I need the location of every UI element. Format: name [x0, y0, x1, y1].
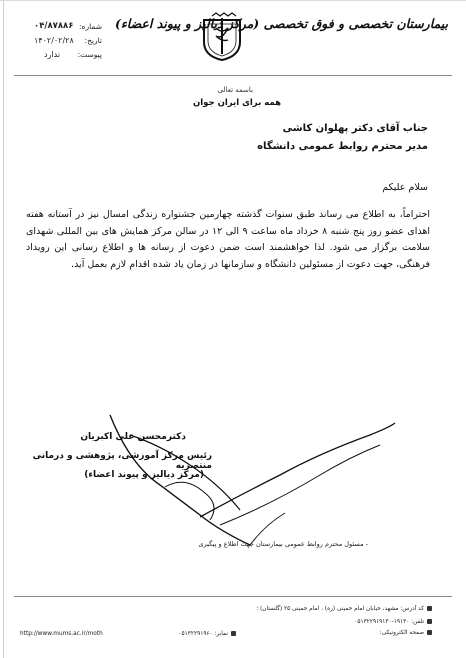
footer-email	[380, 630, 432, 636]
attachment-label: پیوست:	[77, 50, 102, 59]
footer-website[interactable]: http://www.mums.ac.ir/moth	[20, 631, 103, 637]
footer-address	[256, 606, 432, 612]
signer-name: دکترمحسن علی اکبریان	[80, 432, 186, 442]
handwritten-signature-icon	[70, 405, 400, 555]
page-border-left	[3, 0, 4, 658]
university-logo-icon	[200, 12, 244, 62]
letter-body: احتراماً، به اطلاع می رساند طبق سنوات گذشته چهارمین جشنواره زندگی امسال نیز در آستانه هفته اهدای عضو روز پنج شنبه ۸ خرداد ماه ساعت ۹ الی ۱۲ در سالن مرکز همایش های بین المللی شهدای سلامت برگزار می شود. لذا خواهشمند است ضمن دعوت از رسانه ها و اطلاع رسانی این رویداد فرهنگی، جهت دعوت از مسئولین دانشگاه و سازمانها در زمان یاد شده اقدام لازم بعمل آید.	[26, 209, 430, 270]
addressee-name: جناب آقای دکتر پهلوان کاشی	[282, 123, 428, 134]
footer-address-text: کد آدرس: مشهد، خیابان امام خمینی (ره) ، امام خمینی ۲۵ (گلستان) ؛	[256, 606, 424, 612]
footer-fax	[178, 631, 236, 637]
greeting: سلام علیکم	[382, 182, 428, 193]
basmala: باسمه تعالی	[217, 86, 253, 94]
number-value: ۰۴/۸۷۸۸۶	[34, 21, 74, 31]
footer-phone-text: تلفن: ۱۹۱۳۰-۰۵۱۳۲۲۹۱۹۱۳۰	[354, 619, 424, 625]
date-label: تاریخ:	[84, 36, 102, 45]
number-label: شماره:	[79, 22, 102, 31]
location-icon	[427, 606, 432, 611]
signer-unit: (مرکز دیالیز و پیوند اعضاء)	[84, 470, 204, 480]
footer-email-label: صفحه الکترونیکی:	[379, 630, 424, 636]
carbon-copy-note: - مسئول محترم روابط عمومی بیمارستان جهت اطلاع و پیگیری	[198, 540, 368, 548]
email-icon	[427, 630, 432, 635]
attachment-value: ندارد	[44, 50, 61, 59]
footer-fax-text: نمابر: ۰۵۱۳۲۲۹۱۹۶۰	[178, 631, 228, 637]
addressee-title: مدیر محترم روابط عمومی دانشگاه	[257, 141, 428, 152]
signer-title: رئیس مرکز آموزشی، پژوهشی و درمانی منتصریه	[32, 451, 212, 471]
footer-phone	[354, 619, 432, 625]
header-divider	[14, 75, 452, 76]
hospital-name: بیمارستان تخصصی و فوق تخصصی (مرکز دیالیز و پیوند اعضاء)	[114, 16, 448, 31]
phone-icon	[427, 619, 432, 624]
footer-divider	[14, 596, 452, 597]
slogan: همه برای ایران جوان	[193, 98, 281, 108]
fax-icon	[231, 631, 236, 636]
date-value: ۱۴۰۲/۰۲/۲۸	[34, 36, 74, 45]
page-border-top	[0, 0, 466, 1]
